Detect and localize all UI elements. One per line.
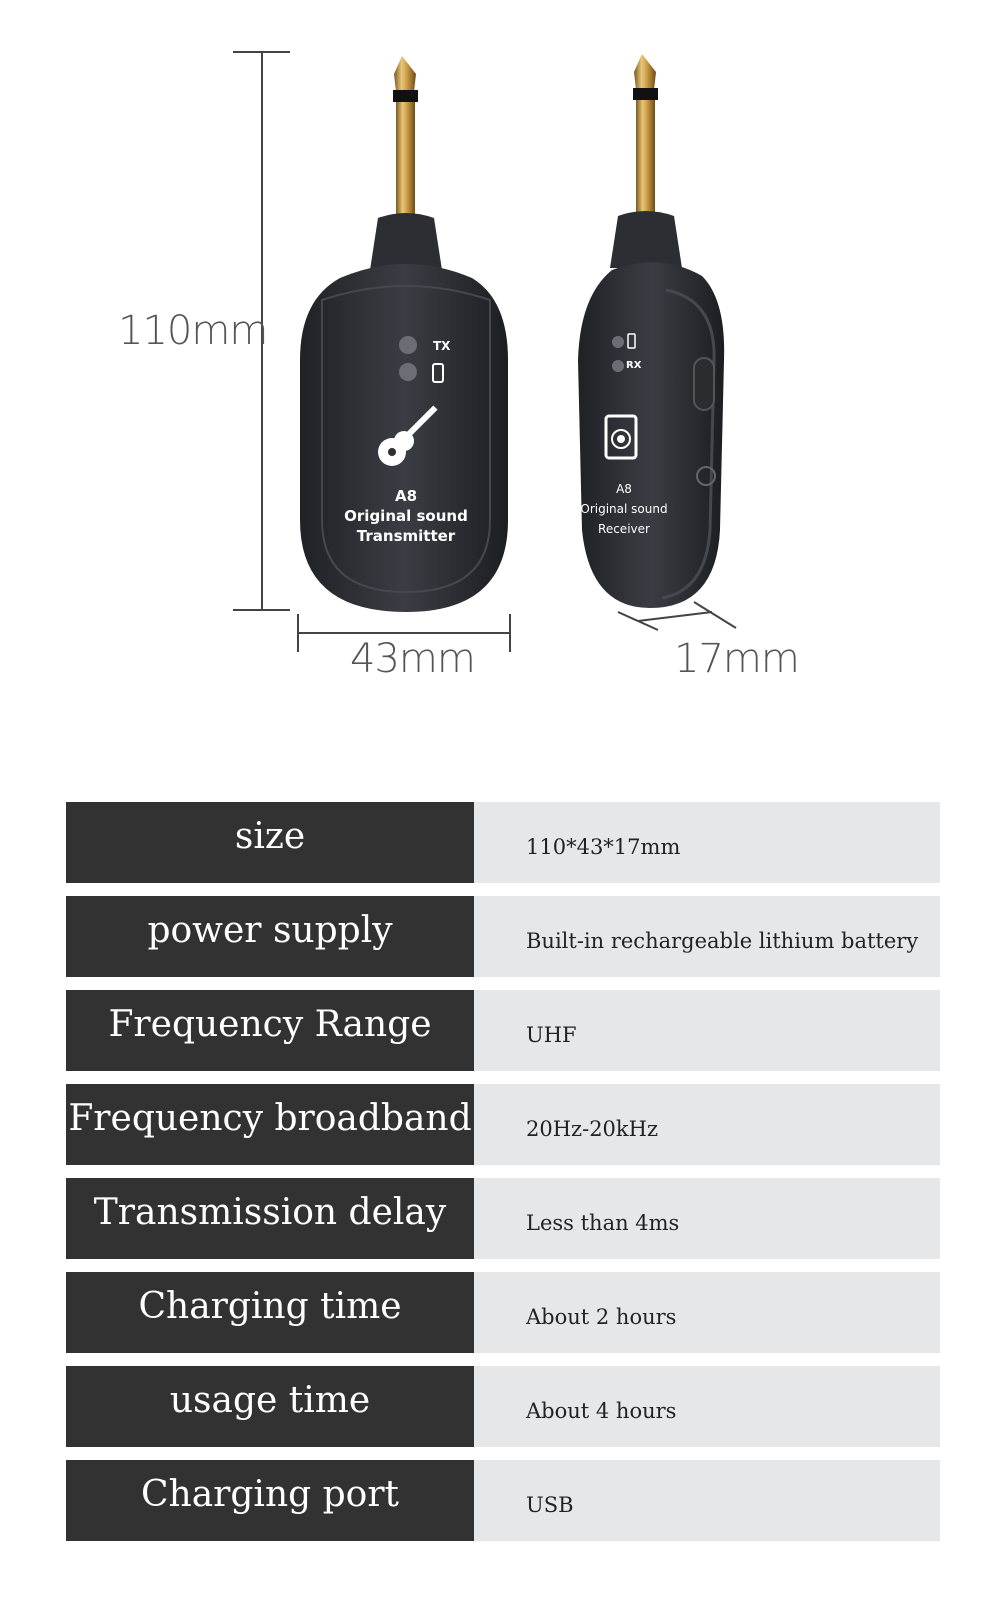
spec-value: UHF: [474, 990, 940, 1071]
spec-value: About 4 hours: [474, 1366, 940, 1447]
spec-row-charging-time: [66, 1272, 940, 1353]
spec-label: Frequency broadband: [66, 1084, 474, 1165]
spec-label: Transmission delay: [66, 1178, 474, 1259]
spec-label: Charging port: [66, 1460, 474, 1541]
width-label: 43mm: [350, 636, 475, 682]
spec-label: size: [66, 802, 474, 883]
product-figure: [0, 0, 1000, 700]
transmitter-line1: Original sound: [344, 507, 468, 525]
spec-value: Built-in rechargeable lithium battery: [474, 896, 940, 977]
receiver-line1: Original sound: [580, 502, 668, 516]
spec-label: power supply: [66, 896, 474, 977]
spec-row-charging-port: [66, 1460, 940, 1541]
transmitter-line2: Transmitter: [356, 527, 456, 545]
spec-value: USB: [474, 1460, 940, 1541]
spec-row-size: [66, 802, 940, 883]
spec-label: Charging time: [66, 1272, 474, 1353]
spec-row-frequency-broadband: [66, 1084, 940, 1165]
transmitter-model: A8: [394, 487, 418, 505]
receiver-line2: Receiver: [598, 522, 650, 536]
spec-value: Less than 4ms: [474, 1178, 940, 1259]
receiver-model: A8: [616, 482, 632, 496]
spec-row-frequency-range: [66, 990, 940, 1071]
spec-label: usage time: [66, 1366, 474, 1447]
spec-label: Frequency Range: [66, 990, 474, 1071]
depth-label: 17mm: [674, 636, 799, 682]
spec-row-transmission-delay: [66, 1178, 940, 1259]
spec-row-power-supply: [66, 896, 940, 977]
height-label: 110mm: [118, 308, 268, 354]
rx-label: RX: [626, 360, 642, 371]
spec-value: About 2 hours: [474, 1272, 940, 1353]
tx-label: TX: [433, 339, 451, 353]
spec-table: [66, 802, 940, 1554]
spec-value: 110*43*17mm: [474, 802, 940, 883]
spec-value: 20Hz-20kHz: [474, 1084, 940, 1165]
spec-row-usage-time: [66, 1366, 940, 1447]
